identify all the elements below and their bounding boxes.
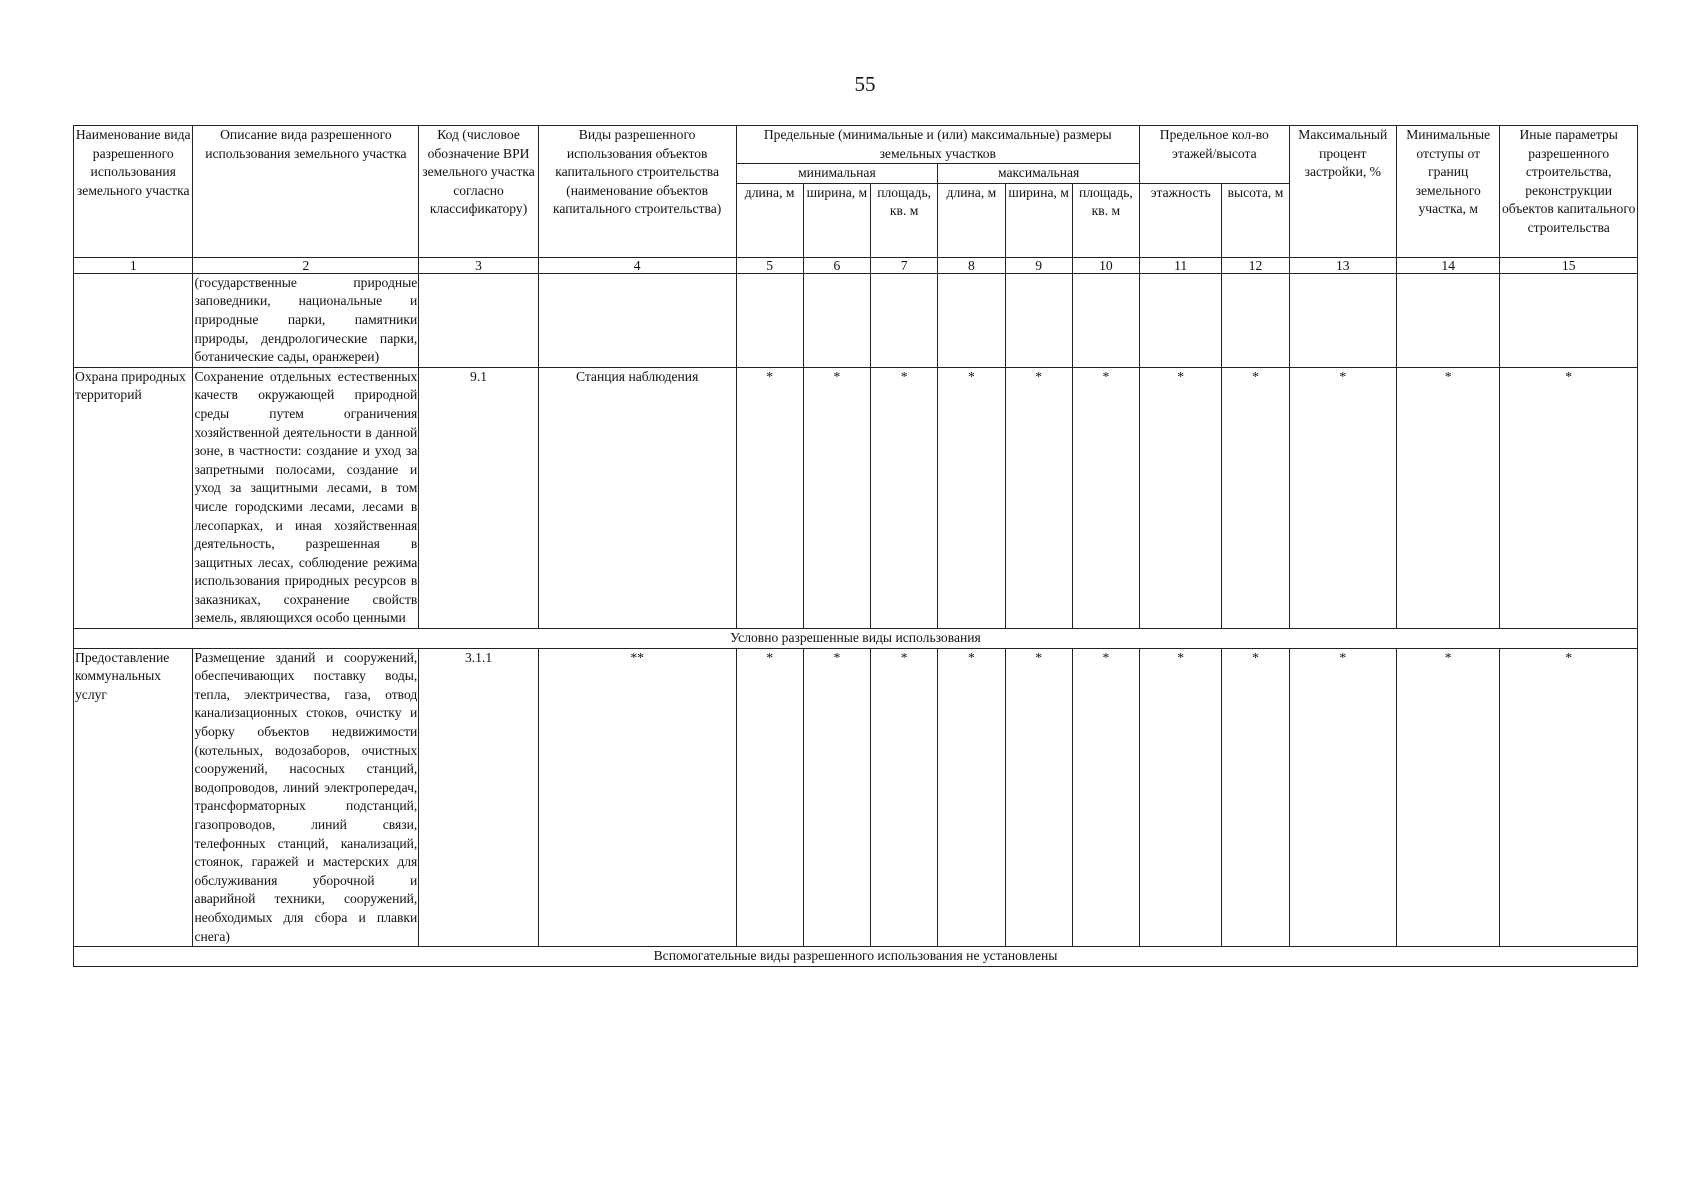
column-number: 8 <box>938 257 1005 273</box>
header-max-area: площадь, кв. м <box>1072 183 1139 257</box>
column-number: 6 <box>803 257 870 273</box>
vri-name: Предоставление коммунальных услуг <box>74 648 193 947</box>
vri-name: Охрана природных территорий <box>74 367 193 628</box>
header-min-width: ширина, м <box>803 183 870 257</box>
header-oks-types: Виды разрешенного использования объектов капитального строительства (наименование объектов капитального строительства) <box>538 126 736 258</box>
column-number: 13 <box>1289 257 1396 273</box>
vri-description: Размещение зданий и сооружений, обеспечивающих поставку воды, тепла, электричества, газа, отвод канализационных стоков, очистку и уборку объектов недвижимости (котельных, водозаборов, очистных сооружений, насосных станций, водопроводов, линий электропередач, трансформаторных подстанций, газопроводов, линий связи, телефонных станций, канализаций, стоянок, гаражей и мастерских для обслуживания уборочной и аварийной техники, сооружений, необходимых для сбора и плавки снега) <box>193 648 419 947</box>
max-width-value: * <box>1005 648 1072 947</box>
setback-value: * <box>1397 367 1500 628</box>
column-number: 1 <box>74 257 193 273</box>
column-number: 4 <box>538 257 736 273</box>
max-length-value: * <box>938 648 1005 947</box>
column-number: 15 <box>1500 257 1638 273</box>
max-width-value <box>1005 273 1072 367</box>
height-value: * <box>1222 648 1289 947</box>
column-number: 5 <box>736 257 803 273</box>
coverage-value: * <box>1289 648 1396 947</box>
setback-value: * <box>1397 648 1500 947</box>
min-width-value: * <box>803 367 870 628</box>
header-max-length: длина, м <box>938 183 1005 257</box>
min-area-value: * <box>871 367 938 628</box>
section-row <box>74 947 1638 967</box>
coverage-value <box>1289 273 1396 367</box>
floors-value <box>1140 273 1222 367</box>
table-row <box>74 273 1638 367</box>
section-conditional-label: Условно разрешенные виды использования <box>74 629 1638 649</box>
max-length-value <box>938 273 1005 367</box>
header-maximum: максимальная <box>938 164 1140 184</box>
column-number: 12 <box>1222 257 1289 273</box>
header-min-area: площадь, кв. м <box>871 183 938 257</box>
max-width-value: * <box>1005 367 1072 628</box>
column-number: 3 <box>419 257 538 273</box>
header-vri-code: Код (числовое обозначение ВРИ земельного участка согласно классификатору) <box>419 126 538 258</box>
max-area-value <box>1072 273 1139 367</box>
header-minimum: минимальная <box>736 164 938 184</box>
header-min-setback: Минимальные отступы от границ земельного участка, м <box>1397 126 1500 258</box>
other-params-value <box>1500 273 1638 367</box>
section-auxiliary-label: Вспомогательные виды разрешенного использования не установлены <box>74 947 1638 967</box>
column-number: 10 <box>1072 257 1139 273</box>
setback-value <box>1397 273 1500 367</box>
min-length-value: * <box>736 367 803 628</box>
table-row <box>74 367 1638 628</box>
header-vri-name: Наименование вида разрешенного использования земельного участка <box>74 126 193 258</box>
section-row <box>74 629 1638 649</box>
height-value: * <box>1222 367 1289 628</box>
vri-description: (государственные природные заповедники, национальные и природные парки, памятники природы, дендрологические парки, ботанические сады, оранжереи) <box>193 273 419 367</box>
column-number: 7 <box>871 257 938 273</box>
min-area-value: * <box>871 648 938 947</box>
header-floors-height: Предельное кол-во этажей/высота <box>1140 126 1290 184</box>
column-number: 2 <box>193 257 419 273</box>
min-length-value <box>736 273 803 367</box>
max-area-value: * <box>1072 648 1139 947</box>
header-plot-sizes: Предельные (минимальные и (или) максимальные) размеры земельных участков <box>736 126 1140 164</box>
header-max-coverage: Максимальный процент застройки, % <box>1289 126 1396 258</box>
min-length-value: * <box>736 648 803 947</box>
header-other-params: Иные параметры разрешенного строительства, реконструкции объектов капитального строительства <box>1500 126 1638 258</box>
height-value <box>1222 273 1289 367</box>
column-number: 9 <box>1005 257 1072 273</box>
column-number: 11 <box>1140 257 1222 273</box>
vri-description: Сохранение отдельных естественных качеств окружающей природной среды путем ограничения хозяйственной деятельности в данной зоне, в частности: создание и уход за запретными полосами, создание и уход за защитными лесами, в том числе городскими лесами, лесами в лесопарках, и иная хозяйственная деятельность, разрешенная в защитных лесах, соблюдение режима использования природных ресурсов в заказниках, сохранение свойств земель, являющихся особо ценными <box>193 367 419 628</box>
floors-value: * <box>1140 648 1222 947</box>
vri-code: 9.1 <box>419 367 538 628</box>
zoning-table <box>73 125 1638 967</box>
header-min-length: длина, м <box>736 183 803 257</box>
header-vri-description: Описание вида разрешенного использования земельного участка <box>193 126 419 258</box>
floors-value: * <box>1140 367 1222 628</box>
column-number-row <box>74 257 1638 273</box>
header-floors: этажность <box>1140 183 1222 257</box>
other-params-value: * <box>1500 648 1638 947</box>
min-width-value <box>803 273 870 367</box>
max-length-value: * <box>938 367 1005 628</box>
oks-types: ** <box>538 648 736 947</box>
table-row <box>74 648 1638 947</box>
min-width-value: * <box>803 648 870 947</box>
vri-code: 3.1.1 <box>419 648 538 947</box>
other-params-value: * <box>1500 367 1638 628</box>
header-max-width: ширина, м <box>1005 183 1072 257</box>
vri-code <box>419 273 538 367</box>
column-number: 14 <box>1397 257 1500 273</box>
coverage-value: * <box>1289 367 1396 628</box>
page-number: 55 <box>854 72 876 96</box>
header-height: высота, м <box>1222 183 1289 257</box>
oks-types <box>538 273 736 367</box>
max-area-value: * <box>1072 367 1139 628</box>
min-area-value <box>871 273 938 367</box>
oks-types: Станция наблюдения <box>538 367 736 628</box>
vri-name <box>74 273 193 367</box>
